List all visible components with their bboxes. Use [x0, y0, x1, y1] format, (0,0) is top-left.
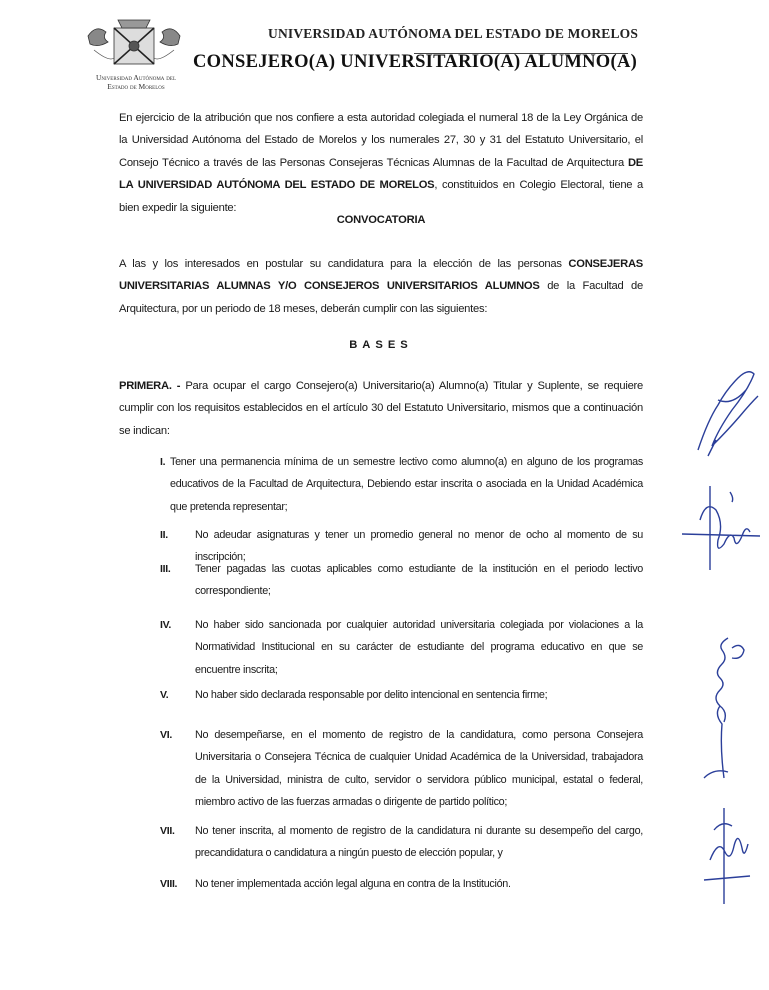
- requirement-text: No haber sido sancionada por cualquier autoridad universitaria colegiada por violaciones a la Normatividad Institucional en su carácter de estudiante del programa educativo en que se encuentre inscrita;: [195, 619, 643, 676]
- logo-caption: [80, 73, 192, 91]
- requirement-item-1: [160, 451, 643, 518]
- requirement-item-8: [160, 873, 643, 895]
- signature-3: [684, 628, 764, 788]
- requirement-text: No adeudar asignaturas y tener un promedio general no menor de ocho al momento de su inscripción;: [195, 529, 643, 564]
- requirement-number: VI.: [160, 729, 172, 741]
- document-title: CONSEJERO(A) UNIVERSITARIO(A) ALUMNO(A): [193, 52, 638, 72]
- requirement-item-7: [160, 820, 643, 865]
- requirement-number: VIII.: [160, 878, 178, 890]
- primera-paragraph: [119, 375, 643, 442]
- requirement-text: Tener pagadas las cuotas aplicables como estudiante de la institución en el periodo lectivo correspondiente;: [195, 563, 643, 598]
- university-logo: [84, 18, 184, 68]
- primera-text: Para ocupar el cargo Consejero(a) Universitario(a) Alumno(a) Titular y Suplente, se requiere cumplir con los requisitos establecidos en el artículo 30 del Estatuto Universitario, mismos que a continuación se indican:: [119, 380, 644, 437]
- logo-caption-line1: Universidad Autónoma del: [96, 73, 176, 82]
- logo-caption-line2: Estado de Morelos: [107, 82, 165, 91]
- requirement-item-3: [160, 558, 643, 603]
- intro-text-1: En ejercicio de la atribución que nos confiere a esta autoridad colegiada el numeral 18 de la Ley Orgánica de la Universidad Autónoma del Estado de Morelos y los numerales 27, 30 y 31 del Estatuto Universitario, el Consejo Técnico a través de las Personas Consejeras Técnicas Alumnas de la Facultad de Arquitectura: [119, 112, 643, 169]
- convocatoria-heading: CONVOCATORIA: [336, 214, 426, 226]
- requirement-number: VII.: [160, 825, 175, 837]
- signature-2: [672, 480, 762, 575]
- intro-paragraph: [119, 107, 643, 219]
- signature-1: [688, 360, 763, 460]
- signature-4: [690, 800, 760, 910]
- bases-heading: BASES: [349, 339, 413, 351]
- requirement-text: No haber sido declarada responsable por delito intencional en sentencia firme;: [195, 689, 548, 701]
- requirement-item-4: [160, 614, 643, 681]
- requirement-number: II.: [160, 529, 168, 541]
- requirement-number: IV.: [160, 619, 171, 631]
- requirement-number: III.: [160, 563, 171, 575]
- requirement-text: Tener una permanencia mínima de un semestre lectivo como alumno(a) en alguno de los programas educativos de la Facultad de Arquitectura, Debiendo estar inscrita o asociada en la Unidad Académica que pretenda representar;: [170, 456, 643, 513]
- requirement-text: No tener inscrita, al momento de registro de la candidatura ni durante su desempeño del cargo, precandidatura o candidatura a ningún puesto de elección popular, y: [195, 825, 643, 860]
- intro-text-2: , constituidos en Colegio Electoral, tiene a bien expedir la siguiente:: [119, 179, 643, 214]
- requirement-number: V.: [160, 689, 169, 701]
- requirement-text: No desempeñarse, en el momento de registro de la candidatura, como persona Consejera Universitaria o Consejera Técnica de cualquier Unidad Académica de la Universidad, trabajadora de la Universidad, ministra de culto, servidor o servidora público municipal, estatal o federal, miembro activo de las fuerzas armadas o dirigente de partido político;: [195, 729, 643, 809]
- call-text-1: A las y los interesados en postular su candidatura para la elección de las personas: [119, 258, 569, 270]
- call-text-2: de la Facultad de Arquitectura, por un periodo de 18 meses, deberán cumplir con las siguientes:: [119, 280, 644, 315]
- requirement-item-5: [160, 684, 643, 706]
- call-paragraph: [119, 253, 643, 320]
- intro-bold-1: DE LA UNIVERSIDAD AUTÓNOMA DEL ESTADO DE MORELOS: [119, 156, 643, 192]
- requirement-item-6: [160, 724, 643, 814]
- requirement-text: No tener implementada acción legal alguna en contra de la Institución.: [195, 878, 511, 890]
- primera-label: PRIMERA. -: [119, 380, 181, 392]
- call-bold-1: CONSEJERAS UNIVERSITARIAS ALUMNAS Y/O CONSEJEROS UNIVERSITARIOS ALUMNOS: [119, 258, 643, 293]
- requirement-number: I.: [160, 456, 166, 468]
- university-name: UNIVERSIDAD AUTÓNOMA DEL ESTADO DE MORELOS: [268, 26, 639, 41]
